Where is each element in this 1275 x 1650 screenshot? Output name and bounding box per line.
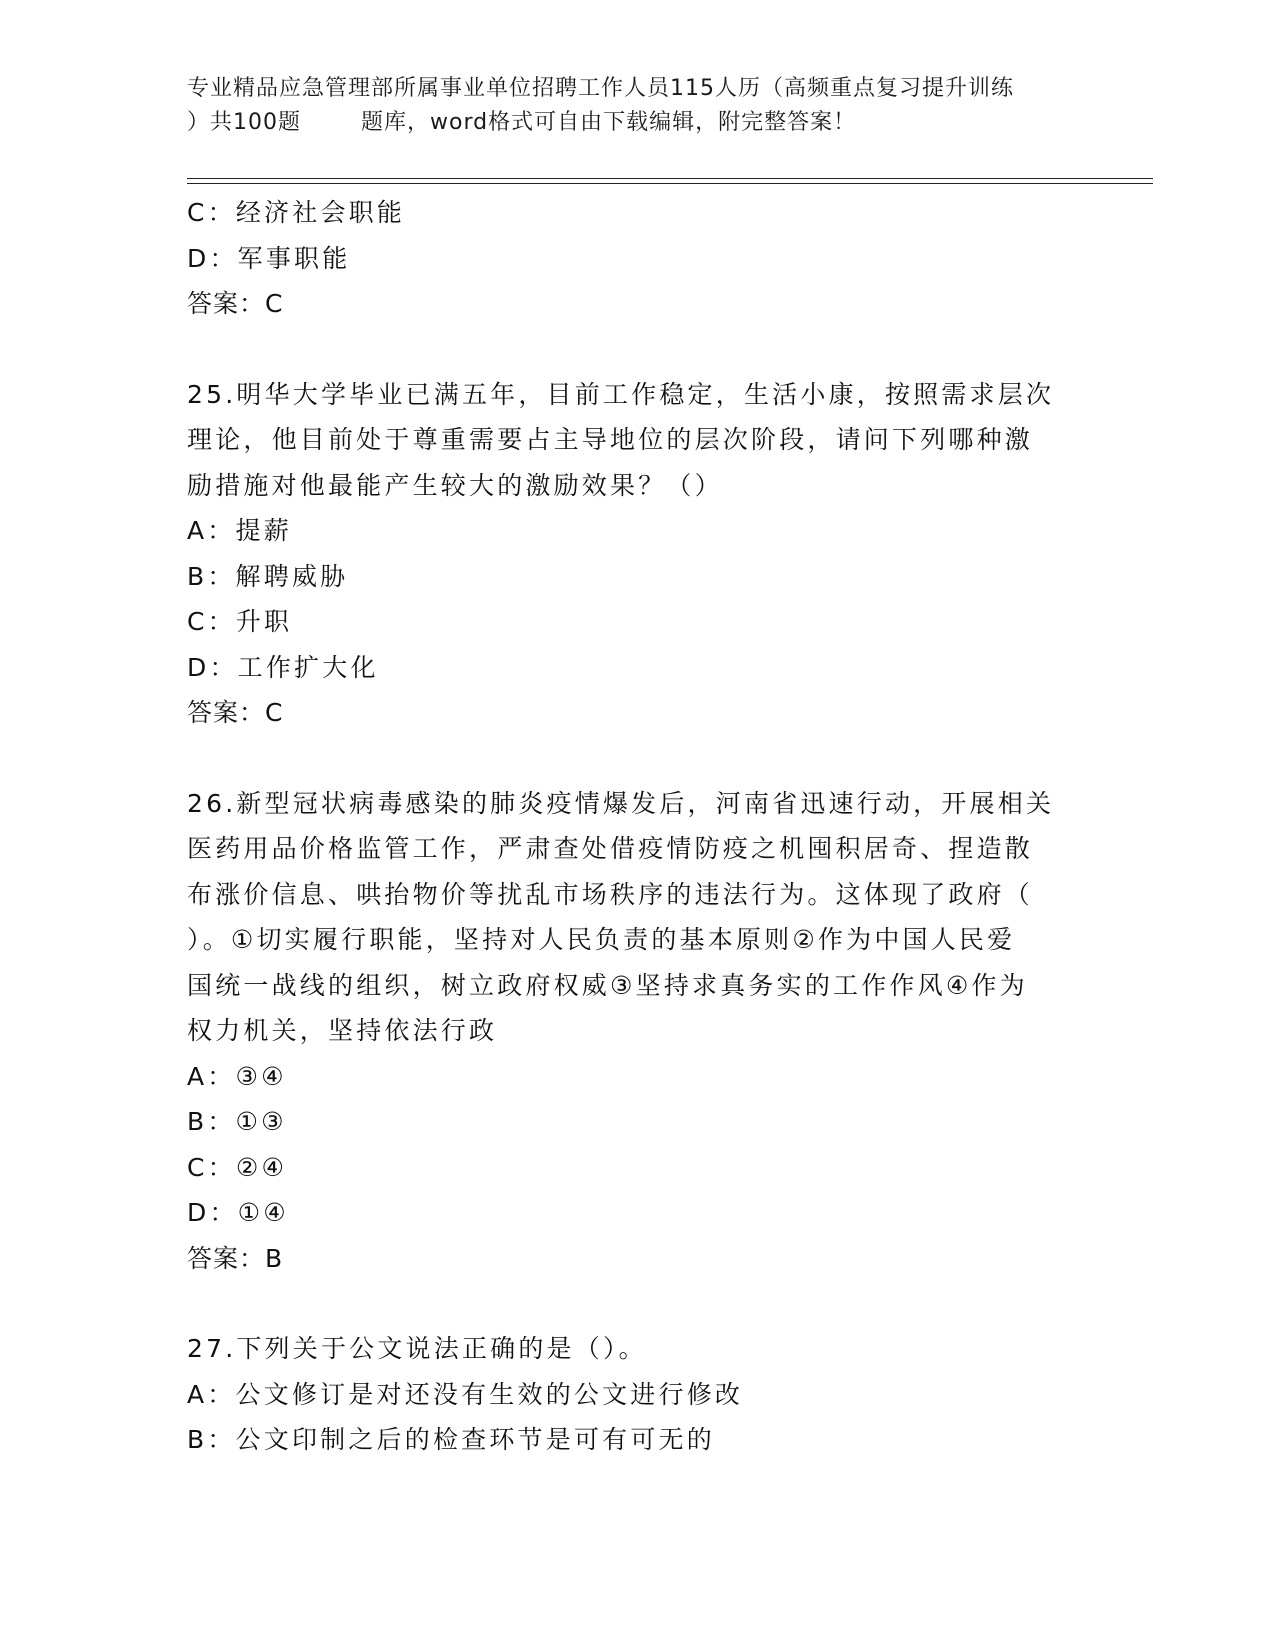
question-stem-line: ）。①切实履行职能，坚持对人民负责的基本原则②作为中国人民爱: [187, 925, 1016, 954]
option-a: A：公文修订是对还没有生效的公文进行修改: [187, 1379, 744, 1409]
option-d: D：军事职能: [187, 243, 351, 273]
header-divider-bottom: [187, 183, 1153, 184]
option-a: A：③④: [187, 1061, 287, 1091]
header-title-line2: [187, 106, 1117, 140]
question-stem-line: 26.新型冠状病毒感染的肺炎疫情爆发后，河南省迅速行动，开展相关: [187, 788, 1055, 818]
answer-line: 答案：C: [187, 698, 284, 727]
question-stem-line: 医药用品价格监管工作，严肃查处借疫情防疫之机囤积居奇、捏造散: [187, 834, 1034, 863]
option-d: D：工作扩大化: [187, 652, 379, 682]
question-26: [187, 781, 1087, 1282]
question-spacer: [187, 736, 1087, 781]
answer-line: 答案：C: [187, 289, 284, 318]
option-c: C：升职: [187, 607, 293, 636]
question-stem-line: 理论，他目前处于尊重需要占主导地位的层次阶段，请问下列哪种激: [187, 425, 1034, 454]
option-c: C：②④: [187, 1152, 288, 1182]
answer-line: 答案：B: [187, 1243, 284, 1273]
question-stem-line: 权力机关，坚持依法行政: [187, 1016, 498, 1045]
question-spacer: [187, 1281, 1087, 1326]
document-header: [187, 72, 1117, 140]
option-b: B：①③: [187, 1107, 287, 1136]
question-24-tail: [187, 190, 1087, 327]
document-body: [187, 190, 1087, 1463]
header-line2-left: ）共100题: [187, 110, 301, 135]
option-c: C：经济社会职能: [187, 198, 406, 227]
question-stem-line: 25.明华大学毕业已满五年，目前工作稳定，生活小康，按照需求层次: [187, 379, 1055, 409]
question-stem-line: 27.下列关于公文说法正确的是（）。: [187, 1334, 647, 1363]
option-b: B：公文印制之后的检查环节是可有可无的: [187, 1425, 715, 1454]
header-line2-right: 题库，word格式可自由下载编辑，附完整答案！: [361, 110, 857, 135]
question-stem-line: 国统一战线的组织，树立政府权威③坚持求真务实的工作作风④作为: [187, 970, 1028, 1000]
question-27: [187, 1326, 1087, 1463]
question-stem-line: 励措施对他最能产生较大的激励效果？（）: [187, 470, 723, 500]
question-spacer: [187, 327, 1087, 372]
option-d: D：①④: [187, 1198, 289, 1227]
question-25: [187, 372, 1087, 736]
option-b: B：解聘威胁: [187, 561, 349, 591]
option-a: A：提薪: [187, 516, 292, 545]
header-title-line1: 专业精品应急管理部所属事业单位招聘工作人员115人历（高频重点复习提升训练: [187, 76, 1014, 101]
header-divider-top: [187, 178, 1153, 179]
question-stem-line: 布涨价信息、哄抬物价等扰乱市场秩序的违法行为。这体现了政府（: [187, 879, 1034, 909]
